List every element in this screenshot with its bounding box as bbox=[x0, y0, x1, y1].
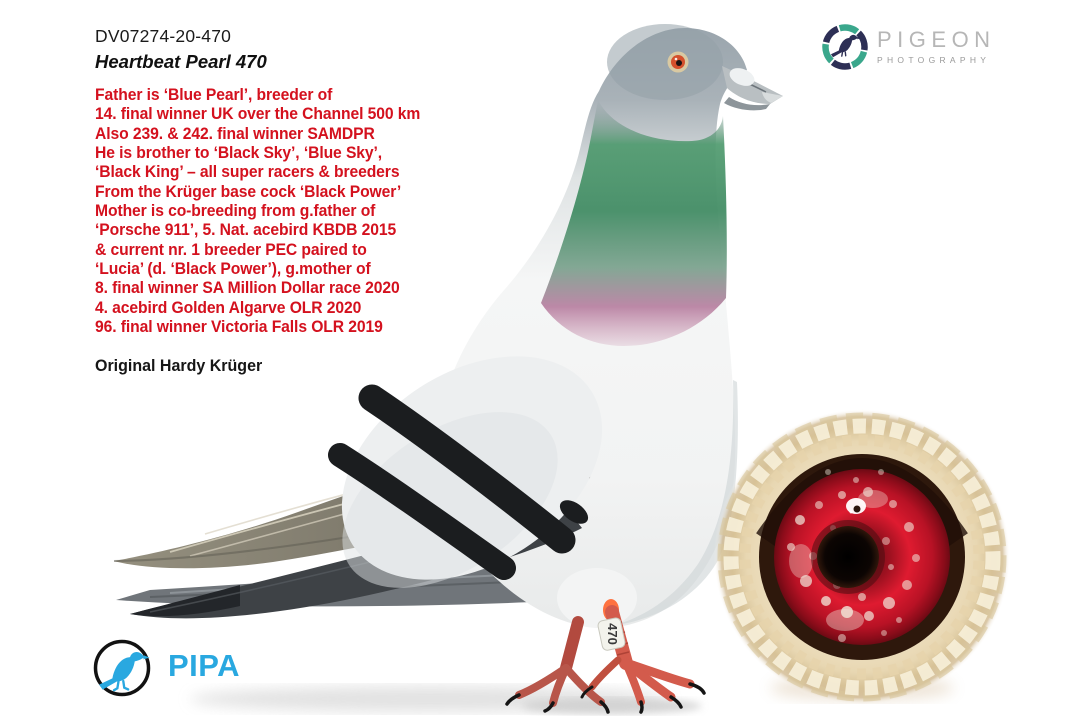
pedigree-line: Mother is co-breeding from g.father of bbox=[95, 202, 376, 221]
pedigree-line: ‘Porsche 911’, 5. Nat. acebird KBDB 2015 bbox=[95, 221, 397, 240]
pedigree-line: 8. final winner SA Million Dollar race 2020 bbox=[95, 279, 400, 298]
pipa-wordmark: PIPA bbox=[168, 648, 241, 683]
pedigree-line: ‘Lucia’ (d. ‘Black Power’), g.mother of bbox=[95, 260, 371, 279]
pp-brand-text: PIGEON bbox=[877, 27, 996, 52]
bird-eye bbox=[668, 52, 689, 73]
bird-shadow bbox=[190, 686, 702, 714]
beak bbox=[722, 65, 783, 111]
pedigree-line: ‘Black King’ – all super racers & breeders bbox=[95, 163, 400, 182]
pedigree-line: 96. final winner Victoria Falls OLR 2019 bbox=[95, 318, 383, 337]
shutter-pigeon-icon bbox=[822, 24, 868, 70]
pipa-logo bbox=[92, 633, 240, 699]
bird-name: Heartbeat Pearl 470 bbox=[95, 51, 267, 72]
pedigree-line: 14. final winner UK over the Channel 500 km bbox=[95, 105, 421, 124]
pedigree-line: Also 239. & 242. final winner SAMDPR bbox=[95, 124, 375, 143]
leg-band-number: 470 bbox=[605, 623, 620, 645]
pedigree-line: From the Krüger base cock ‘Black Power’ bbox=[95, 182, 402, 201]
pedigree-line: 4. acebird Golden Algarve OLR 2020 bbox=[95, 298, 362, 317]
pedigree-text bbox=[95, 86, 420, 337]
pedigree-line: & current nr. 1 breeder PEC paired to bbox=[95, 240, 367, 259]
breeder-credit: Original Hardy Krüger bbox=[95, 357, 263, 375]
ring-number: DV07274-20-470 bbox=[95, 26, 232, 46]
pipa-pigeon-icon bbox=[92, 633, 156, 699]
pigeon-photography-logo bbox=[822, 24, 996, 70]
pedigree-line: He is brother to ‘Black Sky’, ‘Blue Sky’, bbox=[95, 144, 383, 163]
id-block bbox=[95, 26, 267, 73]
pp-subtitle-text: PHOTOGRAPHY bbox=[877, 55, 991, 65]
eye-closeup-photo bbox=[704, 399, 1020, 715]
pigeon-photography-wordmark bbox=[877, 29, 996, 65]
pedigree-line: Father is ‘Blue Pearl’, breeder of bbox=[95, 86, 333, 104]
